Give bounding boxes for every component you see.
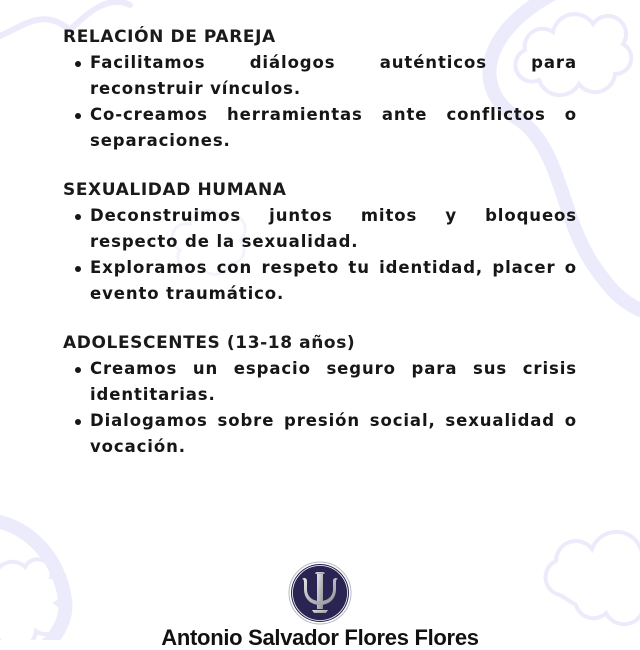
bullet-list [63, 50, 577, 154]
section-sexualidad-humana [63, 178, 577, 307]
section-adolescentes [63, 331, 577, 460]
section-title: RELACIÓN DE PAREJA [63, 27, 276, 47]
list-item-text: Deconstruimos juntos mitos y bloqueos respecto de la sexualidad. [90, 206, 577, 251]
bullet-icon [75, 419, 81, 425]
section-title: ADOLESCENTES (13-18 años) [63, 333, 356, 353]
list-item-text: Dialogamos sobre presión social, sexualidad o vocación. [90, 411, 577, 456]
section-title: SEXUALIDAD HUMANA [63, 180, 287, 200]
section-relacion-de-pareja [63, 25, 577, 154]
list-item [63, 356, 577, 408]
list-item [63, 408, 577, 460]
bullet-icon [75, 61, 81, 67]
bullet-icon [75, 367, 81, 373]
list-item-text: Co-creamos herramientas ante conflictos o separaciones. [90, 105, 577, 150]
list-item-text: Exploramos con respeto tu identidad, placer o evento traumático. [90, 258, 577, 303]
footer-name: Antonio Salvador Flores Flores [161, 625, 479, 650]
bullet-list [63, 356, 577, 460]
bullet-icon [75, 113, 81, 119]
list-item [63, 203, 577, 255]
bullet-icon [75, 214, 81, 220]
services-content [63, 25, 577, 484]
list-item-text: Creamos un espacio seguro para sus crisis identitarias. [90, 359, 577, 404]
bullet-list [63, 203, 577, 307]
list-item-text: Facilitamos diálogos auténticos para reconstruir vínculos. [90, 53, 577, 98]
bullet-icon [75, 266, 81, 272]
list-item [63, 50, 577, 102]
list-item [63, 255, 577, 307]
list-item [63, 102, 577, 154]
psi-logo-icon [288, 561, 352, 625]
